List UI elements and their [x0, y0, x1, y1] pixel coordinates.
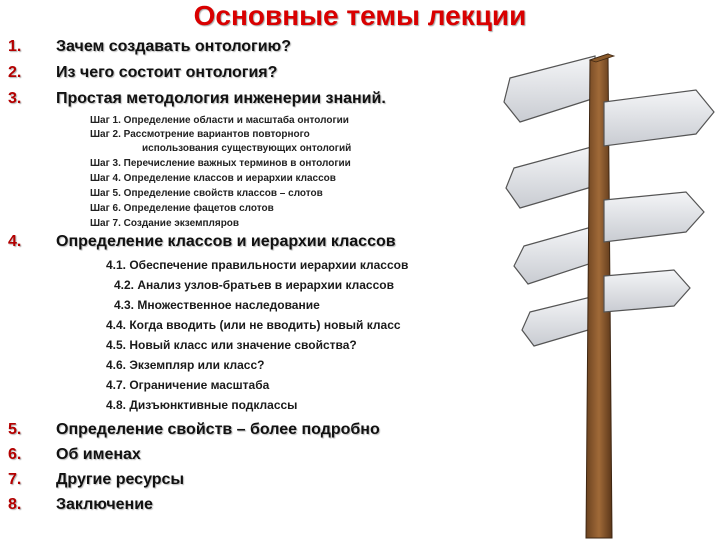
signpost-icon	[500, 50, 720, 540]
topic-item: Определение свойств – более подробно	[56, 421, 380, 438]
sign-board	[604, 192, 704, 242]
topic-number: 7.	[8, 471, 22, 488]
subtopic-item: 4.3. Множественное наследование	[114, 298, 320, 312]
topic-item: Заключение	[56, 496, 153, 513]
topic-item: Из чего состоит онтология?	[56, 64, 278, 81]
subtopic-item: 4.6. Экземпляр или класс?	[106, 358, 265, 372]
subtopic-item: 4.1. Обеспечение правильности иерархии классов	[106, 258, 409, 272]
subtopic-item: 4.4. Когда вводить (или не вводить) новый класс	[106, 318, 401, 332]
sign-board	[504, 56, 595, 122]
subtopic-item: 4.5. Новый класс или значение свойства?	[106, 338, 357, 352]
sign-board	[604, 90, 714, 146]
subtopic-item: 4.8. Дизъюнктивные подклассы	[106, 398, 298, 412]
step-item: Шаг 1. Определение области и масштаба онтологии	[90, 115, 349, 126]
step-item: Шаг 4. Определение классов и иерархии классов	[90, 173, 336, 184]
step-item: Шаг 2. Рассмотрение вариантов повторного	[90, 129, 310, 140]
topic-number: 2.	[8, 64, 22, 81]
topic-item: Об именах	[56, 446, 141, 463]
topic-number: 4.	[8, 233, 22, 250]
sign-board	[522, 296, 595, 346]
sign-board	[506, 146, 595, 208]
topic-number: 1.	[8, 38, 22, 55]
sign-board	[514, 226, 595, 284]
topic-number: 6.	[8, 446, 22, 463]
step-item: Шаг 5. Определение свойств классов – слотов	[90, 188, 323, 199]
topic-item: Простая методология инженерии знаний.	[56, 90, 386, 107]
subtopic-item: 4.7. Ограничение масштаба	[106, 378, 270, 392]
topic-item: Определение классов и иерархии классов	[56, 233, 396, 250]
step-item: Шаг 3. Перечисление важных терминов в онтологии	[90, 158, 351, 169]
step-item: Шаг 7. Создание экземпляров	[90, 218, 240, 229]
step-item: использования существующих онтологий	[142, 143, 352, 154]
step-item: Шаг 6. Определение фацетов слотов	[90, 203, 274, 214]
topic-item: Зачем создавать онтологию?	[56, 38, 291, 55]
topic-item: Другие ресурсы	[56, 471, 185, 488]
page-title: Основные темы лекции	[193, 0, 527, 31]
topic-number: 3.	[8, 90, 22, 107]
topic-number: 5.	[8, 421, 22, 438]
sign-board	[604, 270, 690, 312]
subtopic-item: 4.2. Анализ узлов-братьев в иерархии классов	[114, 278, 394, 292]
topic-number: 8.	[8, 496, 22, 513]
